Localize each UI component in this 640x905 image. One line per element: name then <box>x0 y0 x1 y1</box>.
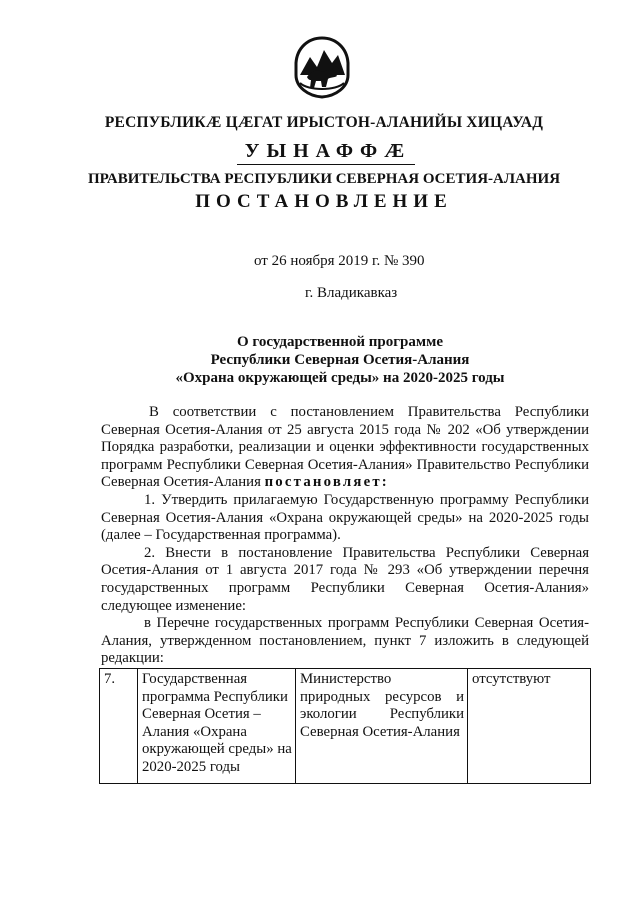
coat-of-arms-icon <box>290 35 354 99</box>
program-table <box>99 668 591 784</box>
republic-name-ossetian: РЕСПУБЛИКӔ ЦӔГАТ ИРЫСТОН-АЛАНИЙЫ ХИЦАУАД <box>104 114 544 131</box>
date-number-line: от 26 ноября 2019 г. № 390 <box>254 253 425 269</box>
paragraph-item-2: 2. Внести в постановление Правительства Республики Северная Осетия-Алания от 1 августа 2017 года № 293 «Об утверждении перечня государственных программ Республики Северная Осетия-Алания» следующее изменение: <box>101 544 589 614</box>
cell-number: 7. <box>100 669 138 784</box>
government-name: ПРАВИТЕЛЬСТВА РЕСПУБЛИКИ СЕВЕРНАЯ ОСЕТИЯ-АЛАНИЯ <box>87 171 561 187</box>
decree-word: постановляет: <box>264 474 389 491</box>
title-line-1: О государственной программе <box>237 334 443 350</box>
cell-program: Государственная программа Республики Северная Осетия – Алания «Охрана окружающей среды» на 2020-2025 годы <box>138 669 296 784</box>
document-type: ПОСТАНОВЛЕНИЕ <box>195 191 453 212</box>
resolution-body <box>101 404 589 668</box>
paragraph-amendment: в Перечне государственных программ Республики Северная Осетия-Алания, утвержденном постановлением, пункт 7 изложить в следующей редакции: <box>101 615 589 667</box>
table-row <box>100 669 591 784</box>
resolution-title <box>150 333 530 387</box>
cell-ministry: Министерство природных ресурсов и экологии Республики Северная Осетия-Алания <box>296 669 468 784</box>
document-type-ossetian <box>6 140 640 165</box>
cell-note: отсутствуют <box>468 669 591 784</box>
paragraph-preamble <box>101 404 589 492</box>
document-type-ossetian-text: УЫНАФФӔ <box>237 140 415 165</box>
paragraph-item-1: 1. Утвердить прилагаемую Государственную программу Республики Северная Осетия-Алания «Охрана окружающей среды» на 2020-2025 годы (далее – Государственная программа). <box>101 491 589 544</box>
city-line: г. Владикавказ <box>305 285 398 301</box>
title-line-3: «Охрана окружающей среды» на 2020-2025 годы <box>175 370 505 386</box>
title-line-2: Республики Северная Осетия-Алания <box>210 352 470 368</box>
preamble-text: В соответствии с постановлением Правительства Республики Северная Осетия-Алания от 25 августа 2015 года № 202 «Об утверждении Порядка разработки, реализации и оценки эффективности государственных программ Республики Северная Осетия-Алания» Правительство Республики Северная Осетия-Алания <box>101 404 589 491</box>
